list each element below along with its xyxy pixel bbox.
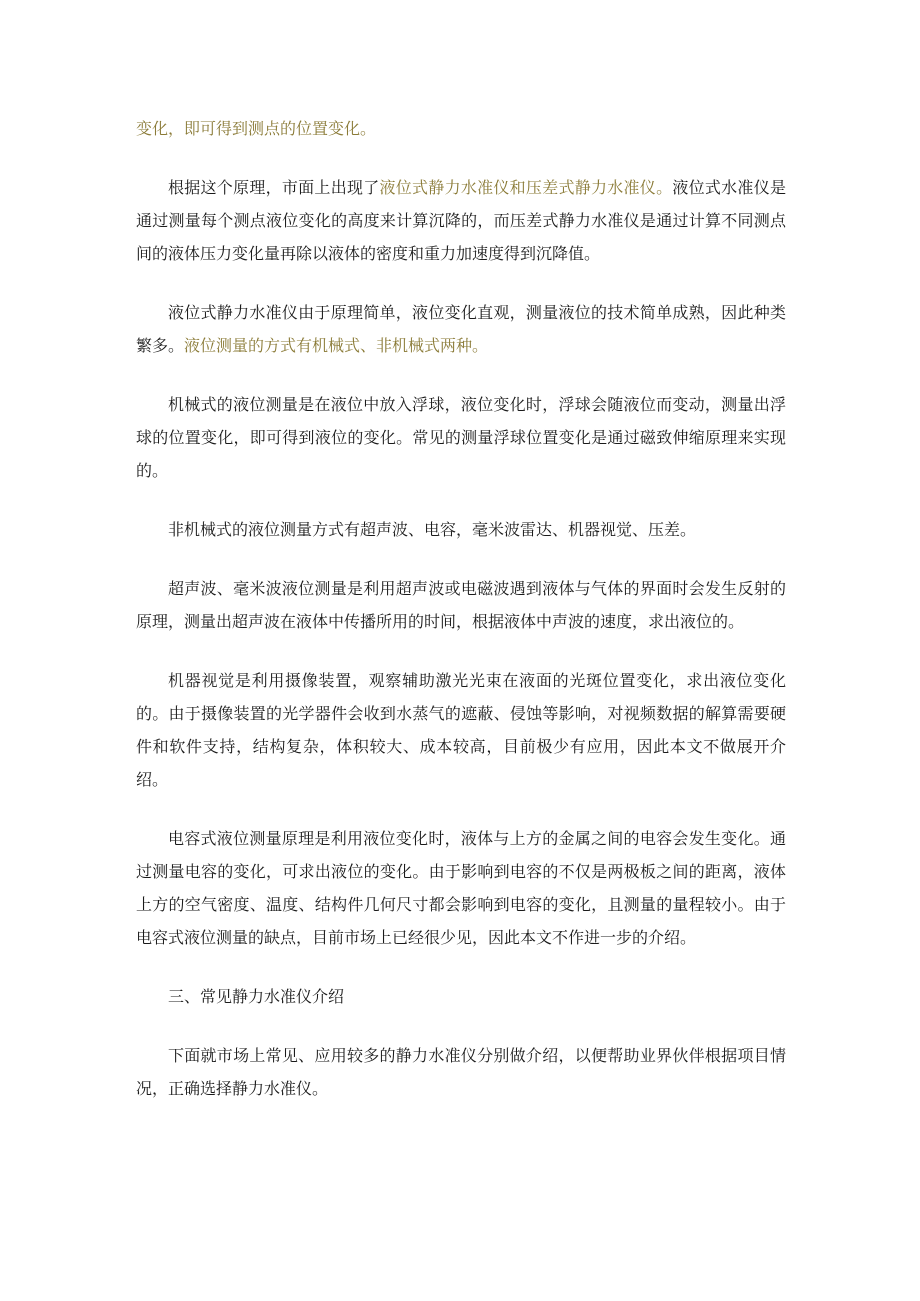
paragraph-level-type: [136, 296, 786, 362]
paragraph-mechanical: 机械式的液位测量是在液位中放入浮球，液位变化时，浮球会随液位而变动，测量出浮球的位置变化，即可得到液位的变化。常见的测量浮球位置变化是通过磁致伸缩原理来实现的。: [136, 395, 786, 480]
highlighted-text: 液位式静力水准仪和压差式静力水准仪。: [379, 178, 673, 197]
paragraph-text: 根据这个原理，市面上出现了: [168, 178, 380, 197]
paragraph-machine-vision: 机器视觉是利用摄像装置，观察辅助激光光束在液面的光斑位置变化，求出液位变化的。由于摄像装置的光学器件会收到水蒸气的遮蔽、侵蚀等影响，对视频数据的解算需要硬件和软件支持，结构复杂，体积较大、成本较高，目前极少有应用，因此本文不做展开介绍。: [136, 671, 786, 789]
paragraph-ultrasonic: 超声波、毫米波液位测量是利用超声波或电磁波遇到液体与气体的界面时会发生反射的原理，测量出超声波在液体中传播所用的时间，根据液体中声波的速度，求出液位的。: [136, 579, 786, 631]
highlighted-text: 变化，即可得到测点的位置变化。: [136, 119, 377, 138]
document-page: [136, 112, 786, 1131]
highlighted-text: 液位测量的方式有机械式、非机械式两种。: [184, 336, 489, 355]
paragraph-introduction: 下面就市场上常见、应用较多的静力水准仪分别做介绍，以便帮助业界伙伴根据项目情况，正确选择静力水准仪。: [136, 1046, 786, 1098]
section-heading: 三、常见静力水准仪介绍: [168, 987, 345, 1006]
paragraph-principle: [136, 171, 786, 270]
paragraph-text: 液位式静力水准仪由于原理简单，液位变化直观，测量液位的技术简单成熟，因此种类繁多。: [136, 303, 786, 355]
paragraph-continuation: [136, 112, 786, 145]
paragraph-non-mechanical: 非机械式的液位测量方式有超声波、电容，毫米波雷达、机器视觉、压差。: [168, 520, 697, 539]
paragraph-text: 液位式水准仪是通过测量每个测点液位变化的高度来计算沉降的，而压差式静力水准仪是通过计算不同测点间的液体压力变化量再除以液体的密度和重力加速度得到沉降值。: [136, 178, 786, 263]
paragraph-capacitive: 电容式液位测量原理是利用液位变化时，液体与上方的金属之间的电容会发生变化。通过测量电容的变化，可求出液位的变化。由于影响到电容的不仅是两极板之间的距离，液体上方的空气密度、温度、结构件几何尺寸都会影响到电容的变化，且测量的量程较小。由于电容式液位测量的缺点，目前市场上已经很少见，因此本文不作进一步的介绍。: [136, 829, 786, 947]
